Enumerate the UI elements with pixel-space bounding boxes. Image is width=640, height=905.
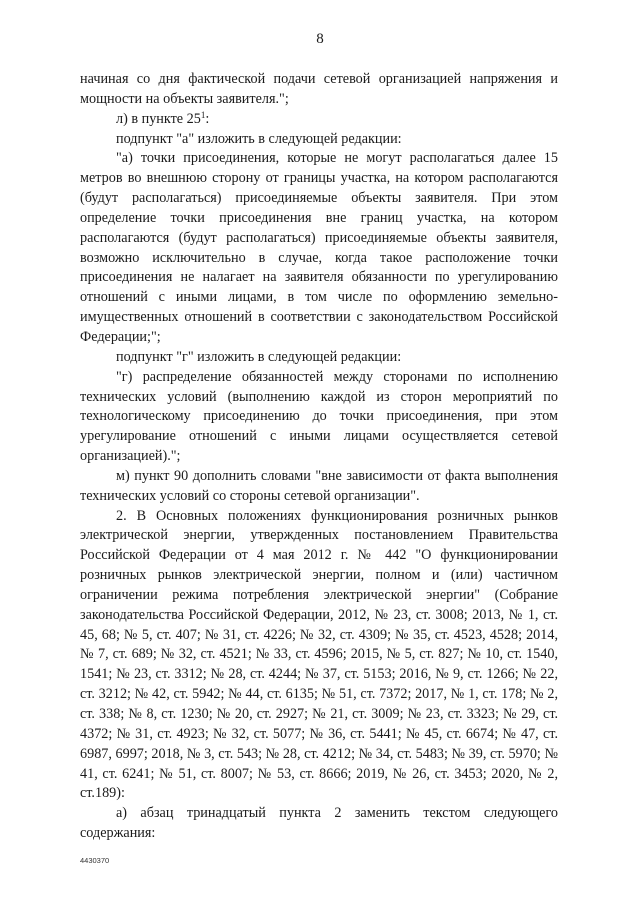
item-l-superscript: 1 xyxy=(200,109,206,120)
paragraph-item-l xyxy=(80,110,558,130)
paragraph-subitem-g-intro: подпункт "г" изложить в следующей редакции: xyxy=(116,348,402,365)
item-l-suffix: : xyxy=(205,110,210,127)
paragraph-mains-voltage: начиная со дня фактической подачи сетевой организацией напряжения и мощности на объекты заявителя."; xyxy=(80,71,558,107)
paragraph-section-2: 2. В Основных положениях функционирования розничных рынков электрической энергии, утвержденных постановлением Правительства Российской Федерации от 4 мая 2012 г. № 442 "О функционировании розничных рынков электрической энергии, полном и (или) частичном ограничении режима потребления электрической энергии" (Собрание законодательства Российской Федерации, 2012, № 23, ст. 3008; 2013, № 1, ст. 45, 68; № 5, ст. 407; № 31, ст. 4226; № 32, ст. 4309; № 35, ст. 4523, 4528; 2014, № 7, ст. 689; № 32, ст. 4521; № 33, ст. 4596; 2015, № 5, ст. 827; № 10, ст. 1540, 1541; № 23, ст. 3312; № 28, ст. 4244; № 37, ст. 5153; 2016, № 9, ст. 1266; № 22, ст. 3212; № 42, ст. 5942; № 44, ст. 6135; № 51, ст. 7372; 2017, № 1, ст. 178; № 2, ст. 338; № 8, ст. 1230; № 20, ст. 2927; № 21, ст. 3009; № 23, ст. 3323; № 29, ст. 4372; № 31, ст. 4923; № 32, ст. 5077; № 36, ст. 5441; № 45, ст. 6674; № 47, ст. 6987, 6997; 2018, № 3, ст. 543; № 28, ст. 4212; № 34, ст. 5483; № 39, ст. 5970; № 41, ст. 6241; № 51, ст. 8007; № 53, ст. 8666; 2019, № 26, ст. 3453; 2020, № 2, ст.189): xyxy=(80,507,558,802)
paragraph-subitem-a-intro: подпункт "а" изложить в следующей редакции: xyxy=(116,130,402,147)
paragraph-subitem-a-text: "а) точки присоединения, которые не могут располагаться далее 15 метров во внешнюю сторону от границы участка, на котором располагаются (будут располагаться) присоединяемые объекты заявителя. При этом определение точки присоединения вне границ участка, на котором располагаются (будут располагаться) присоединяемые объекты заявителя, возможно исключительно в случае, когда такое расположение точки присоединения не налагает на заявителя обязанности по урегулированию отношений с иными лицами, в том числе по оформлению земельно-имущественных отношений в соответствии с законодательством Российской Федерации;"; xyxy=(80,150,558,345)
item-l-text: л) в пункте 25 xyxy=(116,110,201,127)
document-id: 4430370 xyxy=(80,856,110,865)
paragraph-section-2-a: а) абзац тринадцатый пункта 2 заменить текстом следующего содержания: xyxy=(80,805,558,842)
paragraph-item-m: м) пункт 90 дополнить словами "вне зависимости от факта выполнения технических условий со стороны сетевой организации". xyxy=(80,467,558,504)
document-body xyxy=(80,70,558,844)
page-number: 8 xyxy=(316,31,324,47)
paragraph-subitem-g-text: "г) распределение обязанностей между сторонами по исполнению технических условий (выполнению каждой из сторон мероприятий по технологическому присоединению до точки присоединения, при этом урегулирование отношений с иными лицами осуществляется сетевой организацией)."; xyxy=(80,368,558,465)
